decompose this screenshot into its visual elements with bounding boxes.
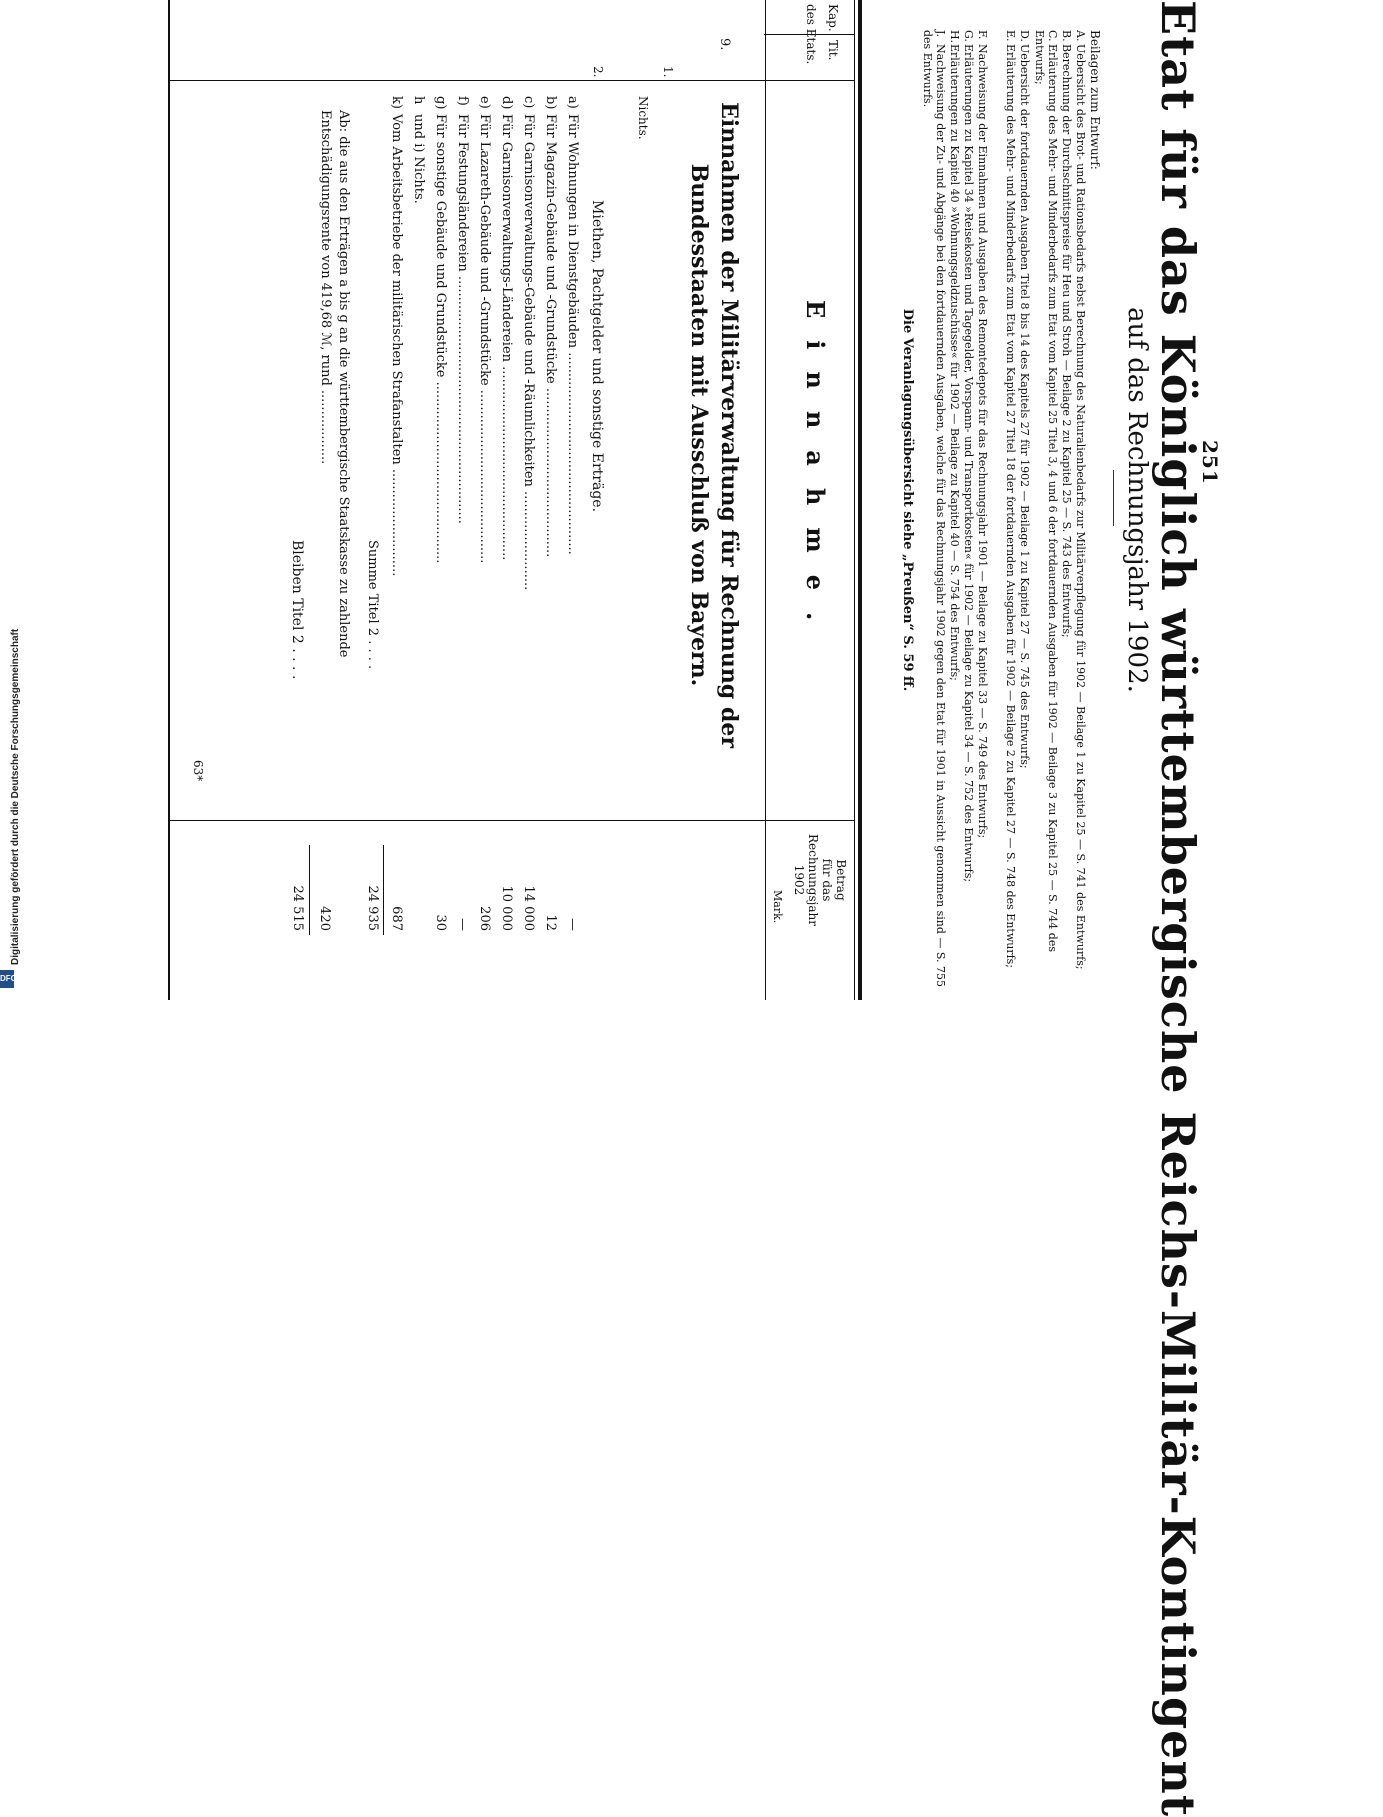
beilage-item: A.Uebersicht des Brot- und Rationsbedarfs nebst Berechnung des Naturalienbedarfs zur Militärverpflegung für 1902 — Beilage 1 zu Kapitel 25 — S. 741 des Entwurfs; [1074, 30, 1087, 970]
table-row: d)Für Garnisonverwaltungs-Ländereien ............................................... [499, 96, 514, 561]
table-row: a)Für Wohnungen in Dienstgebäuden ................................................. [565, 96, 580, 555]
header-betrag [792, 825, 848, 935]
row-value: 30 [433, 914, 448, 931]
page-number: 251 [1198, 440, 1222, 485]
titel-2-number: 2. [591, 66, 605, 78]
betrag-line: für das [820, 858, 834, 902]
beilage-item: D.Uebersicht der fortdauernden Ausgaben Titel 8 bis 14 des Kapitels 27 für 1902 — Beilage 1 zu Kapitel 27 — S. 745 des Entwurfs; [1018, 30, 1031, 769]
table-row: k)Vom Arbeitsbetriebe der militärischen Strafanstalten .......................... [389, 96, 404, 577]
dfg-logo: DFG [0, 970, 14, 988]
beilage-item: G.Erläuterungen zu Kapitel 34 »Reisekosten und Tagegelder, Vorspann- und Transportkosten« für 1902 — Beilage zu Kapitel 34 — S. 752 des Entwurfs; [962, 30, 975, 883]
betrag-line: Betrag [834, 859, 848, 901]
row-value: — [565, 918, 580, 931]
funding-note: Digitalisierung gefördert durch die Deutsche Forschungsgemeinschaft [10, 628, 21, 965]
reference-note: Die Veranlagungsübersicht siehe „Preußen“ S. 59 ff. [900, 308, 915, 692]
betrag-line: 1902 [792, 864, 806, 896]
table-bottom-rule [168, 0, 170, 1000]
titel-1-number: 1. [661, 66, 675, 78]
sum-rule [383, 845, 384, 935]
table-row: hund i) Nichts. [411, 96, 426, 204]
table-top-rule [858, 0, 862, 1000]
betrag-line: Rechnungsjahr [806, 834, 820, 926]
ab-value: 420 [317, 906, 332, 931]
beilage-item: C.Erläuterung des Mehr- und Minderbedarfs zum Etat vom Kapitel 25 Titel 3, 4 und 6 der fortdauernden Ausgaben für 1902 — Beilage 3 zu Kapitel 25 — S. 744 des Entwurfs; [1033, 30, 1059, 952]
header-einnahme: Einnahme. [801, 300, 830, 643]
table-top-rule-thin [854, 0, 855, 1000]
beilagen-heading: Beilagen zum Entwurf: [1088, 30, 1102, 170]
beilage-item: B.Berechnung der Durchschnittspreise für Heu und Stroh — Beilage 2 zu Kapitel 25 — S. 743 des Entwurfs; [1060, 30, 1073, 638]
footer-mark: 63* [191, 760, 205, 782]
header-tit: Tit. [826, 40, 840, 61]
row-value: 14 000 [521, 885, 536, 931]
row-value: — [455, 918, 470, 931]
bleiben-label: Bleiben Titel 2 . . . . [289, 540, 305, 680]
table-row: g)Für sonstige Gebäude und Grundstücke ............................................ [433, 96, 448, 564]
row-value: 12 [543, 914, 558, 931]
bleiben-value: 24 515 [290, 885, 305, 931]
rotated-document-page [110, 0, 1250, 1817]
titel-1-text: Nichts. [636, 96, 650, 140]
ab-text: Ab: die aus den Erträgen a bis g an die württembergische Staatskasse zu zahlende Entschädigungsrente von 419,68 ℳ, rund .................. [318, 110, 351, 658]
beilage-item: J.Nachweisung der Zu- und Abgänge bei den fortdauernden Ausgaben, welche für das Rechnungsjahr 1902 gegen den Etat für 1901 in Aussicht genommen sind — S. 755 des Entwurfs. [921, 30, 947, 988]
header-bottom-rule [765, 0, 766, 1000]
section-title: Einnahmen der Militärverwaltung für Rechnung der Bundesstaaten mit Ausschluß von Bayern. [686, 102, 742, 748]
col-divider [170, 820, 854, 821]
bleiben-rule [309, 845, 310, 935]
col-divider [170, 80, 854, 81]
table-row: b)Für Magazin-Gebäude und -Grundstücke ......................................... [543, 96, 558, 558]
document-title: Etat für das Königlich württembergische Reichs-Militär-Kontingent [1151, 0, 1205, 1817]
row-value: 687 [389, 906, 404, 931]
beilage-item: E.Erläuterung des Mehr- und Minderbedarfs zum Etat vom Kapitel 27 Titel 18 der fortdauernden Ausgaben für 1902 — Beilage 2 zu Kapitel 27 — S. 748 des Entwurfs; [1004, 30, 1017, 968]
summe-value: 24 935 [365, 885, 380, 931]
header-des-etats: des Etats. [804, 4, 818, 65]
header-kap: Kap. [826, 4, 840, 32]
beilage-item: H.Erläuterungen zu Kapitel 40 »Wohnungsgeldzuschüsse« für 1902 — Beilage zu Kapitel 40 — S. 754 des Entwurfs; [948, 30, 961, 681]
summe-label: Summe Titel 2 . . . . [365, 540, 380, 670]
table-row: e)Für Lazareth-Gebäude und -Grundstücke .......................................... [477, 96, 492, 564]
table-row: c)Für Garnisonverwaltungs-Gebäude und -Räumlichkeiten ........................ [521, 96, 536, 591]
row-value: 10 000 [499, 885, 514, 931]
row-value: 206 [477, 906, 492, 931]
kapitel-number: 9. [717, 38, 732, 51]
titel-2-heading: Miethen, Pachtgelder und sonstige Erträge. [589, 200, 605, 513]
document-subtitle: auf das Rechnungsjahr 1902. [1122, 307, 1152, 693]
header-mark: Mark. [771, 890, 784, 924]
beilage-item: F.Nachweisung der Einnahmen und Ausgaben des Remontedepots für das Rechnungsjahr 1901 — Beilage zu Kapitel 33 — S. 749 des Entwurfs; [976, 30, 989, 839]
title-rule [1113, 470, 1114, 526]
table-row: f)Für Festungsländereien ............................................................ [455, 96, 470, 524]
